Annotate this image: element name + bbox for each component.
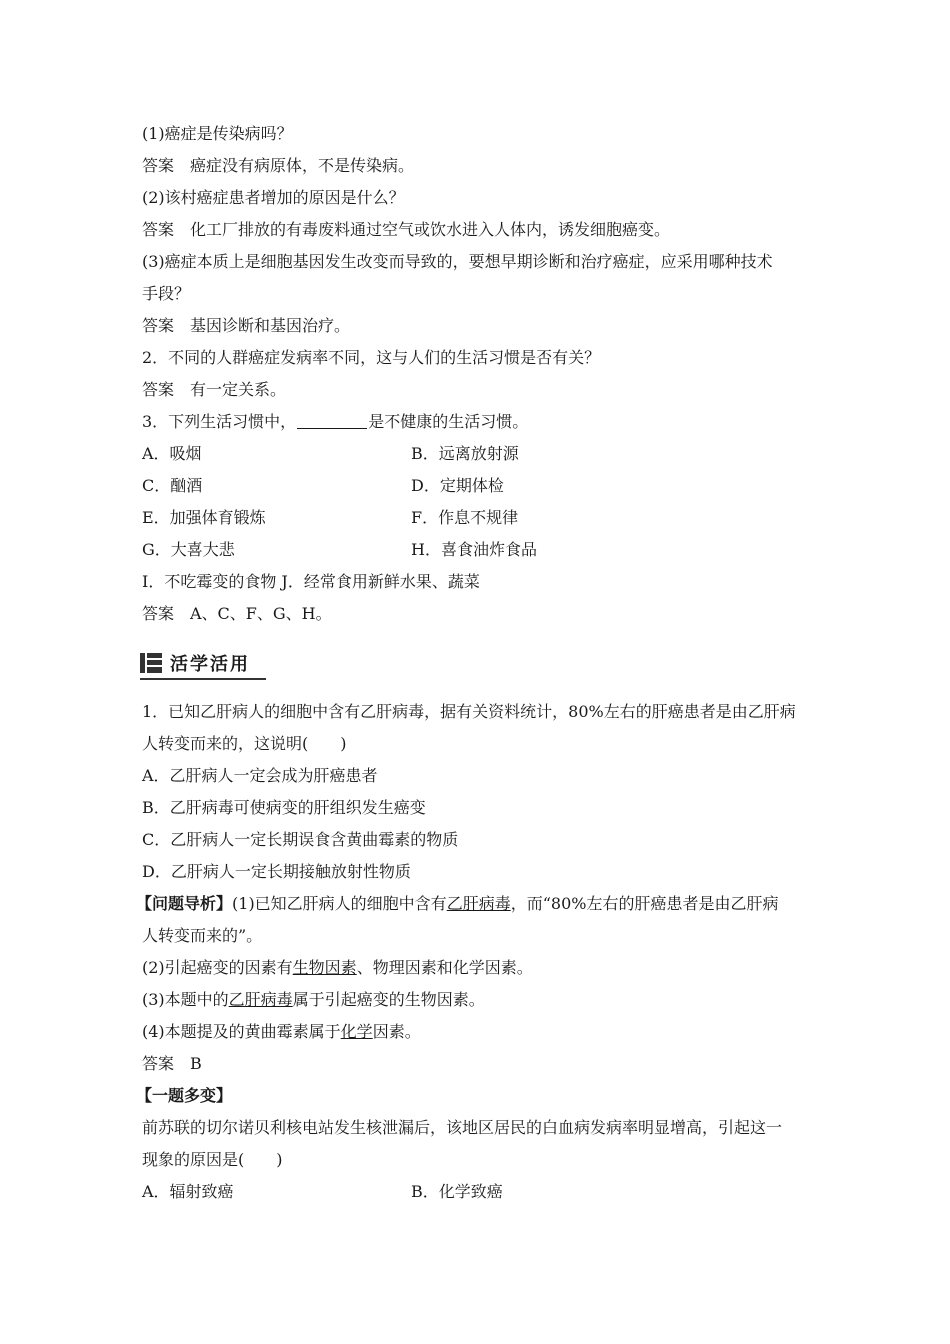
text-line: (2)该村癌症患者增加的原因是什么？ (142, 188, 405, 207)
option-a: A．吸烟 (142, 444, 202, 463)
variant-label: 【一题多变】 (136, 1086, 233, 1105)
option-c: C．乙肝病人一定长期误食含黄曲霉素的物质 (142, 830, 459, 849)
answer-line: 答案 癌症没有病原体，不是传染病。 (142, 156, 415, 175)
underlined-term: 乙肝病毒 (446, 894, 511, 913)
analysis-text: 、物理因素和化学因素。 (356, 958, 533, 977)
analysis-text: (2)引起癌变的因素有 (142, 958, 293, 977)
answer-line: 答案 基因诊断和基因治疗。 (142, 316, 351, 335)
analysis-text: (4)本题提及的黄曲霉素属于 (142, 1022, 341, 1041)
option-a: A．辐射致癌 (142, 1182, 234, 1201)
analysis-line-4 (142, 1022, 421, 1042)
text-line: (1)癌症是传染病吗？ (142, 124, 293, 143)
option-d: D．乙肝病人一定长期接触放射性物质 (142, 862, 411, 881)
analysis-label: 【问题导析】 (136, 894, 233, 913)
exercise-1-line: 1．已知乙肝病人的细胞中含有乙肝病毒，据有关资料统计，80%左右的肝癌患者是由乙肝病 (142, 702, 796, 721)
option-g: G．大喜大悲 (142, 540, 235, 559)
question-3-start: 3．下列生活习惯中， (142, 412, 297, 431)
analysis-text: 属于引起癌变的生物因素。 (292, 990, 485, 1009)
option-b: B．化学致癌 (411, 1182, 503, 1201)
fill-blank (297, 414, 367, 429)
underlined-term: 化学 (340, 1022, 373, 1041)
option-e: E．加强体育锻炼 (142, 508, 266, 527)
underlined-term: 乙肝病毒 (228, 990, 293, 1009)
text-line: 手段？ (142, 284, 191, 303)
exercise-1-line: 人转变而来的，这说明( ) (142, 734, 347, 753)
answer-line: 答案 化工厂排放的有毒废料通过空气或饮水进入人体内，诱发细胞癌变。 (142, 220, 671, 239)
question-2: 2．不同的人群癌症发病率不同，这与人们的生活习惯是否有关？ (142, 348, 601, 367)
answer-line: 答案 B (142, 1054, 202, 1073)
section-bars-icon (140, 653, 162, 673)
text-line: (3)癌症本质上是细胞基因发生改变而导致的，要想早期诊断和治疗癌症，应采用哪种技术 (142, 252, 773, 271)
option-d: D．定期体检 (411, 476, 504, 495)
option-f: F．作息不规律 (411, 508, 519, 527)
analysis-line: 人转变而来的”。 (142, 926, 263, 945)
option-a: A．乙肝病人一定会成为肝癌患者 (142, 766, 378, 785)
variant-line: 前苏联的切尔诺贝利核电站发生核泄漏后，该地区居民的白血病发病率明显增高，引起这一 (142, 1118, 783, 1137)
option-h: H．喜食油炸食品 (411, 540, 537, 559)
analysis-text: ，而“80%左右的肝癌患者是由乙肝病 (510, 894, 779, 913)
analysis-line-3 (142, 990, 485, 1010)
option-b: B．远离放射源 (411, 444, 519, 463)
option-ij: I．不吃霉变的食物 J．经常食用新鲜水果、蔬菜 (142, 572, 480, 591)
section-title: 活学活用 (170, 654, 250, 675)
option-c: C．酗酒 (142, 476, 203, 495)
underlined-term: 生物因素 (292, 958, 357, 977)
analysis-text: (3)本题中的 (142, 990, 229, 1009)
question-3 (142, 412, 528, 432)
question-3-end: 是不健康的生活习惯。 (368, 412, 529, 431)
analysis-text: (1)已知乙肝病人的细胞中含有 (232, 894, 447, 913)
analysis-text: 因素。 (372, 1022, 421, 1041)
analysis-line-1 (136, 894, 778, 914)
answer-line: 答案 有一定关系。 (142, 380, 287, 399)
variant-line: 现象的原因是( ) (142, 1150, 283, 1169)
option-b: B．乙肝病毒可使病变的肝组织发生癌变 (142, 798, 426, 817)
section-heading (140, 650, 250, 676)
section-underline (140, 678, 266, 680)
analysis-line-2 (142, 958, 533, 978)
answer-line: 答案 A、C、F、G、H。 (142, 604, 332, 623)
